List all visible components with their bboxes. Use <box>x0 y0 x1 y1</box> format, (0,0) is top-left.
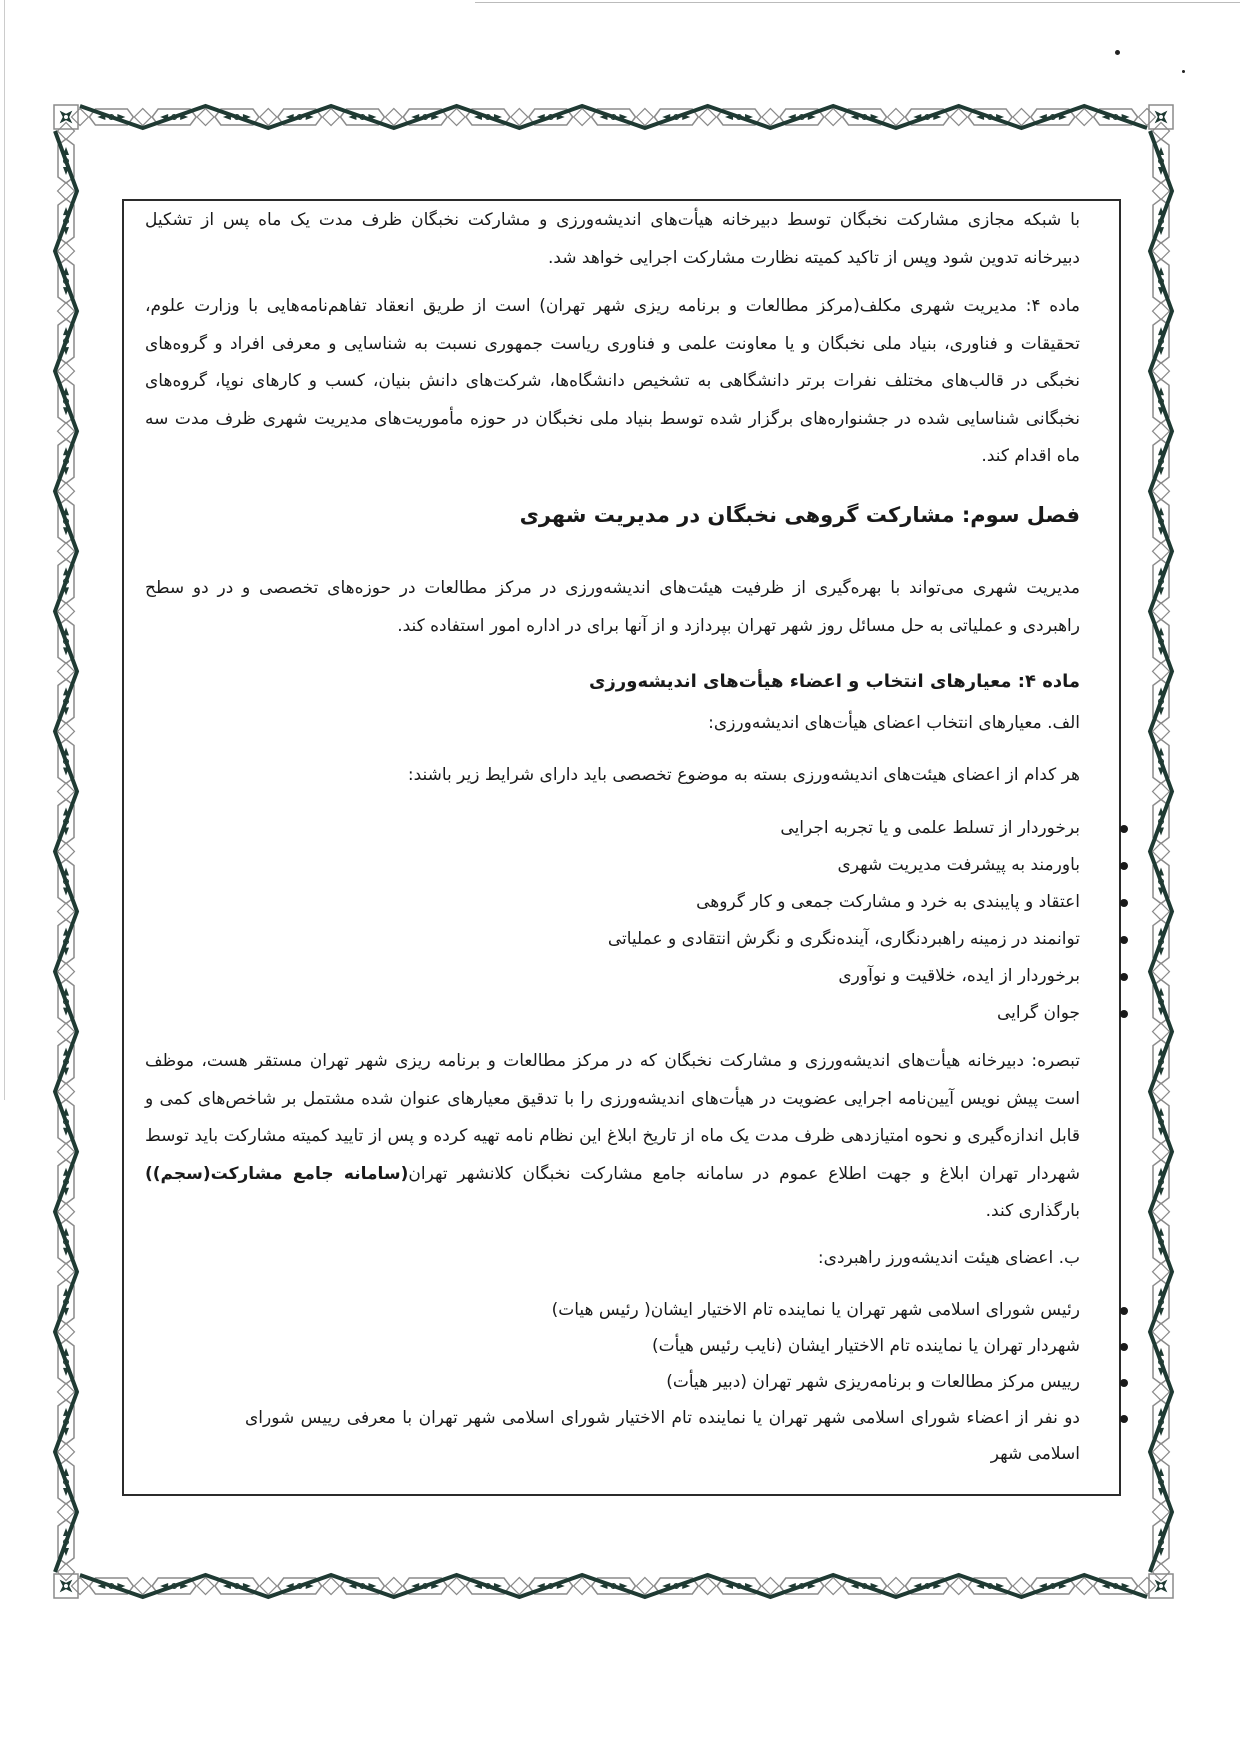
border-ornament <box>58 423 75 440</box>
border-ornament <box>1153 783 1170 800</box>
border-ornament <box>448 109 465 126</box>
border-ornament <box>58 1503 75 1520</box>
border-ornament <box>58 843 75 860</box>
bullet-icon <box>1120 825 1128 833</box>
border-ornament <box>825 109 842 126</box>
border-ornament <box>762 1578 779 1595</box>
border-ornament <box>72 1578 89 1595</box>
border-ornament <box>448 1578 465 1595</box>
border-ornament <box>134 1578 151 1595</box>
border-ornament <box>58 303 75 320</box>
border-ornament <box>1153 843 1170 860</box>
list-item-text: رئیس شورای اسلامی شهر تهران یا نماینده تام الاختیار ایشان( رئیس هیات) <box>551 1300 1080 1320</box>
border-ornament <box>1153 1383 1170 1400</box>
border-ornament <box>58 1023 75 1040</box>
border-ornament <box>762 109 779 126</box>
border-ornament <box>58 783 75 800</box>
note-end-text: بارگذاری کند. <box>985 1201 1080 1221</box>
border-ornament <box>323 1578 340 1595</box>
border-ornament <box>1159 1584 1164 1589</box>
list-item-text: جوان گرایی <box>997 1003 1080 1023</box>
bullet-icon <box>1120 973 1128 981</box>
list-item-text: باورمند به پیشرفت مدیریت شهری <box>837 855 1080 875</box>
list-item <box>145 1328 1080 1364</box>
border-ornament <box>58 183 75 200</box>
subsection-be <box>145 1240 1080 1278</box>
bullet-icon <box>1120 899 1128 907</box>
bullet-icon <box>1120 936 1128 944</box>
subsection-alef <box>145 705 1080 743</box>
border-ornament <box>58 903 75 920</box>
border-ornament <box>825 1578 842 1595</box>
article-heading: ماده ۴: معیارهای انتخاب و اعضاء هیأت‌های اندیشه‌ورزی <box>589 671 1080 692</box>
paragraph-text: مدیریت شهری می‌تواند با بهره‌گیری از ظرفیت هیئت‌های اندیشه‌ورزی در مرکز مطالعات در حوزه‌های تخصصی و در دو سطح راهبردی و عملیاتی به حل مسائل روز شهر تهران بپردازد و از آنها برای در اداره امور استفاده کند. <box>145 578 1080 636</box>
border-ornament <box>1153 303 1170 320</box>
border-ornament <box>1153 903 1170 920</box>
bullet-icon <box>1120 1379 1128 1387</box>
criteria-intro <box>145 757 1080 795</box>
paragraph-article-4 <box>145 288 1080 476</box>
list-item-text: توانمند در زمینه راهبردنگاری، آینده‌نگری و نگرش انتقادی و عملیاتی <box>607 929 1080 949</box>
border-ornament <box>1153 1203 1170 1220</box>
list-item <box>145 1292 1080 1328</box>
border-ornament <box>1159 115 1164 120</box>
border-ornament <box>1153 363 1170 380</box>
border-ornament <box>699 1578 716 1595</box>
border-ornament <box>58 243 75 260</box>
border-ornament <box>1076 1578 1093 1595</box>
border-ornament <box>1153 723 1170 740</box>
border-ornament <box>58 1323 75 1340</box>
list-item-text: دو نفر از اعضاء شورای اسلامی شهر تهران یا نماینده تام الاختیار شورای اسلامی شهر تهران با معرفی رییس شورای اسلامی شهر <box>245 1408 1080 1464</box>
criteria-list <box>145 810 1130 1032</box>
list-item <box>145 958 1080 995</box>
border-ornament <box>58 663 75 680</box>
note-paragraph <box>145 1043 1080 1231</box>
border-ornament <box>64 115 69 120</box>
border-ornament <box>1153 1143 1170 1160</box>
border-ornament <box>1153 1323 1170 1340</box>
members-list <box>145 1292 1130 1472</box>
border-ornament <box>1153 543 1170 560</box>
border-ornament <box>58 963 75 980</box>
list-item <box>145 1364 1080 1400</box>
border-ornament <box>58 363 75 380</box>
paragraph-text <box>145 1043 1080 1231</box>
list-item <box>145 995 1080 1032</box>
border-ornament <box>58 1203 75 1220</box>
border-ornament <box>58 483 75 500</box>
border-ornament <box>950 1578 967 1595</box>
border-ornament <box>699 109 716 126</box>
border-ornament <box>636 1578 653 1595</box>
border-ornament <box>197 109 214 126</box>
border-ornament <box>58 543 75 560</box>
bullet-icon <box>1120 1415 1128 1423</box>
border-ornament <box>1153 1443 1170 1460</box>
border-ornament <box>260 109 277 126</box>
border-ornament <box>950 109 967 126</box>
list-item <box>145 847 1080 884</box>
border-ornament <box>1013 109 1030 126</box>
border-ornament <box>58 1083 75 1100</box>
border-ornament <box>574 1578 591 1595</box>
list-item <box>145 810 1080 847</box>
border-ornament <box>1153 1503 1170 1520</box>
chapter-heading: فصل سوم: مشارکت گروهی نخبگان در مدیریت شهری <box>519 503 1080 527</box>
paragraph-text: با شبکه مجازی مشارکت نخبگان توسط دبیرخانه هیأت‌های اندیشه‌ورزی و مشارکت نخبگان ظرف مدت یک ماه پس از تشکیل دبیرخانه تدوین شود وپس از تاکید کمیته نظارت مشارکت اجرایی خواهد شد. <box>145 210 1080 268</box>
paragraph-chapter-intro <box>145 570 1080 645</box>
border-ornament <box>58 1143 75 1160</box>
border-ornament <box>1153 483 1170 500</box>
paragraph-text: هر کدام از اعضای هیئت‌های اندیشه‌ورزی بسته به موضوع تخصصی باید دارای شرایط زیر باشند: <box>407 765 1080 785</box>
border-ornament <box>1013 1578 1030 1595</box>
border-ornament <box>1153 183 1170 200</box>
border-ornament <box>1139 109 1156 126</box>
border-ornament <box>260 1578 277 1595</box>
border-ornament <box>511 1578 528 1595</box>
border-ornament <box>64 1584 69 1589</box>
border-ornament <box>197 1578 214 1595</box>
paragraph-intro <box>145 202 1080 277</box>
border-ornament <box>1153 1023 1170 1040</box>
border-ornament <box>72 109 89 126</box>
border-ornament <box>1139 1578 1156 1595</box>
border-ornament <box>1153 1083 1170 1100</box>
border-ornament <box>58 723 75 740</box>
list-item <box>145 1400 1080 1472</box>
border-ornament <box>1076 109 1093 126</box>
list-item-text: برخوردار از تسلط علمی و یا تجربه اجرایی <box>780 818 1080 838</box>
border-ornament <box>574 109 591 126</box>
border-ornament <box>1153 963 1170 980</box>
list-item-text: اعتقاد و پایبندی به خرد و مشارکت جمعی و کار گروهی <box>696 892 1080 912</box>
border-ornament <box>1153 1263 1170 1280</box>
list-item <box>145 884 1080 921</box>
border-ornament <box>887 109 904 126</box>
border-ornament <box>323 109 340 126</box>
border-ornament <box>58 1263 75 1280</box>
border-ornament <box>1153 243 1170 260</box>
border-ornament <box>1153 423 1170 440</box>
list-item-text: رییس مرکز مطالعات و برنامه‌ریزی شهر تهران (دبیر هیأت) <box>666 1372 1080 1392</box>
border-ornament <box>58 1383 75 1400</box>
border-ornament <box>887 1578 904 1595</box>
border-ornament <box>58 603 75 620</box>
border-ornament <box>58 123 75 140</box>
list-item-text: برخوردار از ایده، خلاقیت و نوآوری <box>838 966 1080 986</box>
border-ornament <box>636 109 653 126</box>
paragraph-text: الف. معیارهای انتخاب اعضای هیأت‌های اندیشه‌ورزی: <box>708 713 1080 733</box>
bullet-icon <box>1120 1010 1128 1018</box>
border-ornament <box>385 1578 402 1595</box>
list-item-text: شهردار تهران یا نماینده تام الاختیار ایشان (نایب رئیس هیأت) <box>651 1336 1080 1356</box>
bullet-icon <box>1120 1343 1128 1351</box>
border-ornament <box>511 109 528 126</box>
border-ornament <box>385 109 402 126</box>
border-ornament <box>1153 603 1170 620</box>
border-ornament <box>1153 663 1170 680</box>
note-bold-text: (سامانه جامع مشارکت(سجم)) <box>145 1163 409 1184</box>
paragraph-text: ب. اعضای هیئت اندیشه‌ورز راهبردی: <box>817 1248 1080 1268</box>
border-ornament <box>1153 1564 1170 1581</box>
bullet-icon <box>1120 862 1128 870</box>
border-ornament <box>134 109 151 126</box>
note-text: تبصره: دبیرخانه هیأت‌های اندیشه‌ورزی و مشارکت نخبگان که در مرکز مطالعات و برنامه ریزی شهر تهران مستقر هست، موظف است پیش نویس آیین‌نامه اجرایی عضویت در هیأت‌های اندیشه‌ورزی را با تدقیق معیارهای عنوان شده مشتمل بر شاخص‌های کمی و قابل اندازه‌گیری و نحوه امتیازدهی ظرف مدت یک ماه از تاریخ ابلاغ این نظام نامه تهیه کرده و پس از تایید کمیته مشارکت باید توسط شهردار تهران ابلاغ و جهت اطلاع عموم در سامانه جامع مشارکت نخبگان کلانشهر تهران <box>145 1051 1080 1184</box>
list-item <box>145 921 1080 958</box>
bullet-icon <box>1120 1307 1128 1315</box>
border-ornament <box>1153 123 1170 140</box>
border-ornament <box>58 1443 75 1460</box>
paragraph-text: ماده ۴: مدیریت شهری مکلف(مرکز مطالعات و برنامه ریزی شهر تهران) است از طریق انعقاد تفاهم‌نامه‌هایی با وزارت علوم، تحقیقات و فناوری، بنیاد ملی نخبگان و یا معاونت علمی و فناوری ریاست جمهوری نسبت به شناسایی و معرفی افراد و گروه‌های نخبگی در قالب‌های مختلف نفرات برتر دانشگاهی به تشخیص دانشگاه‌ها، شرکت‌های دانش بنیان، کسب و کارهای نوپا، گروه‌های نخبگانی شناسایی شده در جشنواره‌های برگزار شده توسط بنیاد ملی نخبگان در حوزه مأموریت‌های مدیریت شهری ظرف مدت سه ماه اقدام کند. <box>145 296 1081 466</box>
border-ornament <box>58 1564 75 1581</box>
